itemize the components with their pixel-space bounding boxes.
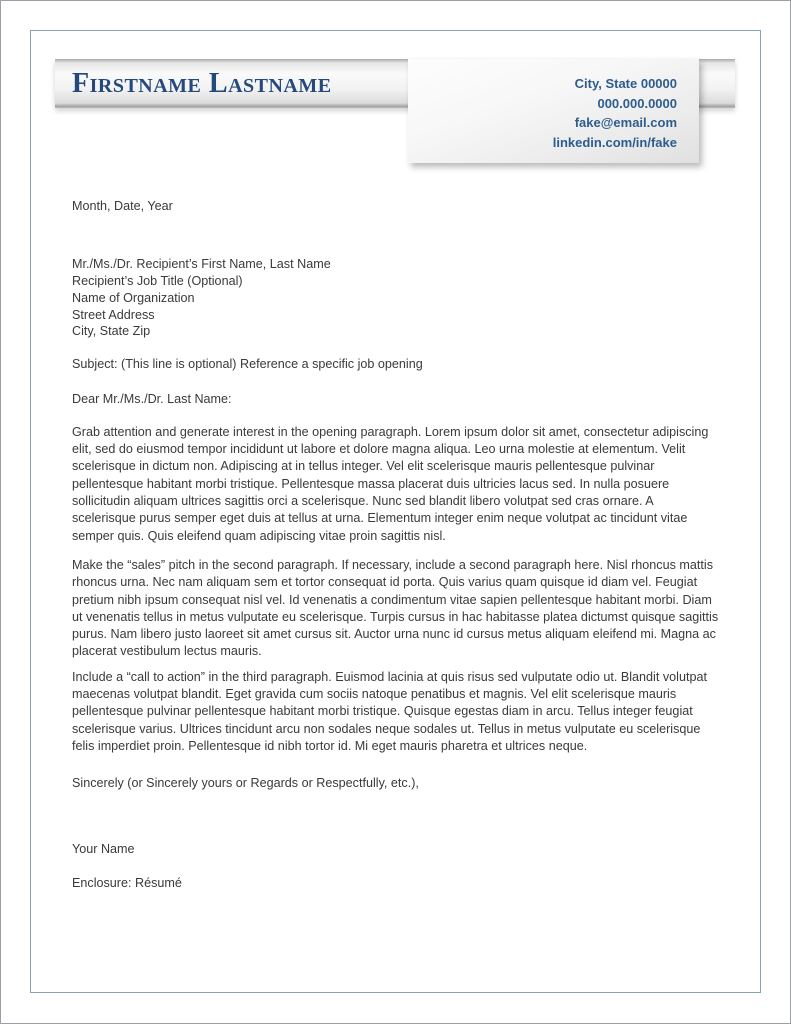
enclosure-line: Enclosure: Résumé bbox=[72, 875, 182, 890]
contact-email[interactable]: fake@email.com bbox=[574, 115, 677, 130]
recipient-organization: Name of Organization bbox=[72, 290, 195, 305]
recipient-name: Mr./Ms./Dr. Recipient’s First Name, Last Name bbox=[72, 257, 331, 272]
body-paragraph-2: Make the “sales” pitch in the second paragraph. If necessary, include a second paragraph here. Nisl rhoncus mattis rhoncus urna. Nec nam aliquam sem et tortor consequat id porta. Quis varius quam quisque id diam vel. Feugiat pretium nibh ipsum consequat nisl vel. Id venenatis a condimentum vitae sapien pellentesque habitant morbi. Diam ut venenatis tellus in metus vulputate eu scelerisque. Turpis cursus in hac habitasse platea dictumst quisque sagittis purus. Nam libero justo laoreet sit amet cursus sit. Auctor urna nunc id cursus metus aliquam eleifend mi. Magna ac placerat vestibulum lectus mauris. bbox=[72, 557, 719, 659]
salutation: Dear Mr./Ms./Dr. Last Name: bbox=[72, 391, 232, 406]
date-line: Month, Date, Year bbox=[72, 199, 173, 213]
signature-name: Your Name bbox=[72, 841, 135, 856]
subject-line: Subject: (This line is optional) Reference a specific job opening bbox=[72, 357, 423, 372]
contact-card bbox=[408, 59, 699, 163]
recipient-street-address: Street Address bbox=[72, 307, 155, 322]
closing-line: Sincerely (or Sincerely yours or Regards or Respectfully, etc.), bbox=[72, 776, 419, 791]
contact-phone: 000.000.0000 bbox=[597, 95, 677, 111]
body-paragraph-1: Grab attention and generate interest in the opening paragraph. Lorem ipsum dolor sit amet, consectetur adipiscing elit, sed do eiusmod tempor incididunt ut labore et dolore magna aliqua. Leo urna molestie at elementum. Velit scelerisque in dictum non. Adipiscing at in tellus integer. Vel elit scelerisque mauris pellentesque pulvinar pellentesque habitant morbi tristique. Pellentesque massa placerat duis ultricies lacus sed. In nulla posuere sollicitudin aliquam ultrices sagittis orci a scelerisque. Nunc sed blandit libero volutpat sed cras ornare. A scelerisque purus semper eget duis at tellus at urna. Elementum integer enim neque volutpat ac tincidunt vitae semper quis. Quis eleifend quam adipiscing vitae proin sagittis nisl. bbox=[72, 424, 709, 543]
contact-location: City, State 00000 bbox=[574, 76, 677, 91]
contact-linkedin[interactable]: linkedin.com/in/fake bbox=[552, 134, 677, 150]
page-title: Firstname Lastname bbox=[72, 68, 332, 99]
letter-body bbox=[72, 198, 720, 892]
recipient-job-title: Recipient’s Job Title (Optional) bbox=[72, 274, 243, 289]
recipient-city-state-zip: City, State Zip bbox=[72, 324, 151, 339]
recipient-block bbox=[72, 256, 720, 340]
body-paragraph-3: Include a “call to action” in the third paragraph. Euismod lacinia at quis risus sed vulputate odio ut. Blandit volutpat maecenas volutpat blandit. Eget gravida cum sociis natoque penatibus et magnis. Vel elit scelerisque mauris pellentesque pulvinar pellentesque habitant morbi tristique. Quisque egestas diam in arcu. Tellus integer feugiat scelerisque varius. Ultrices tincidunt arcu non sodales neque sodales ut. Tellus in metus vulputate eu scelerisque felis imperdiet proin. Pellentesque id nibh tortor id. Mi eget mauris pharetra et ultrices neque. bbox=[72, 669, 707, 753]
